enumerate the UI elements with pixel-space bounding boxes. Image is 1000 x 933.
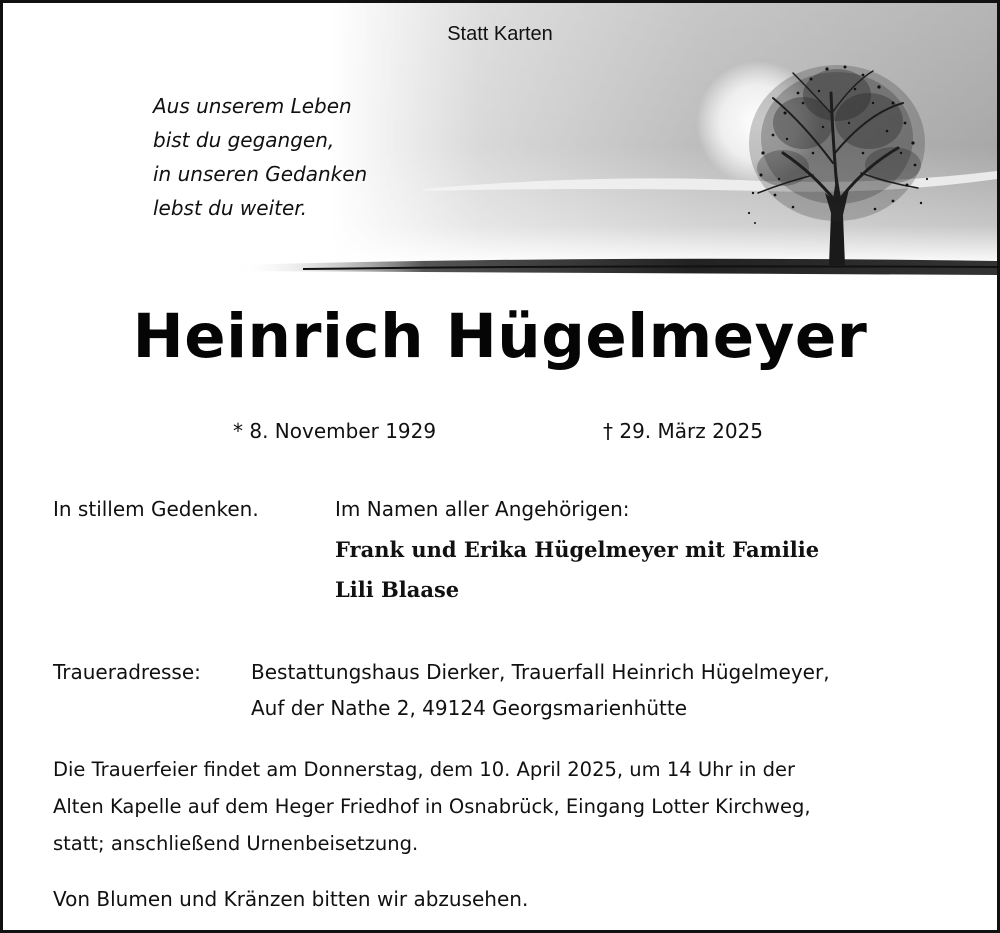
birth-date: * 8. November 1929 <box>233 419 437 443</box>
ceremony-line: statt; anschließend Urnenbeisetzung. <box>53 832 419 855</box>
address-line: Bestattungshaus Dierker, Trauerfall Heinrich Hügelmeyer, <box>251 660 830 684</box>
mourner-name: Frank und Erika Hügelmeyer mit Familie <box>335 537 820 562</box>
ceremony-paragraph <box>53 751 953 862</box>
motto-line: in unseren Gedanken <box>153 162 368 186</box>
motto-verse <box>153 89 453 225</box>
mourners-label: Im Namen aller Angehörigen: <box>335 497 630 521</box>
ceremony-line: Die Trauerfeier findet am Donnerstag, dem 10. April 2025, um 14 Uhr in der <box>53 758 796 781</box>
motto-line: bist du gegangen, <box>153 128 335 152</box>
top-note: Statt Karten <box>447 23 553 45</box>
mourner-name: Lili Blaase <box>335 577 460 602</box>
motto-line: lebst du weiter. <box>153 196 308 220</box>
ceremony-line: Alten Kapelle auf dem Heger Friedhof in Osnabrück, Eingang Lotter Kirchweg, <box>53 795 811 818</box>
mourning-intro: In stillem Gedenken. <box>53 497 259 521</box>
death-date: † 29. März 2025 <box>603 419 764 443</box>
deceased-name: Heinrich Hügelmeyer <box>132 301 868 372</box>
motto-line: Aus unserem Leben <box>153 94 352 118</box>
address-label: Traueradresse: <box>53 660 201 684</box>
address-line: Auf der Nathe 2, 49124 Georgsmarienhütte <box>251 696 688 720</box>
closing-note: Von Blumen und Kränzen bitten wir abzusehen. <box>53 887 529 911</box>
